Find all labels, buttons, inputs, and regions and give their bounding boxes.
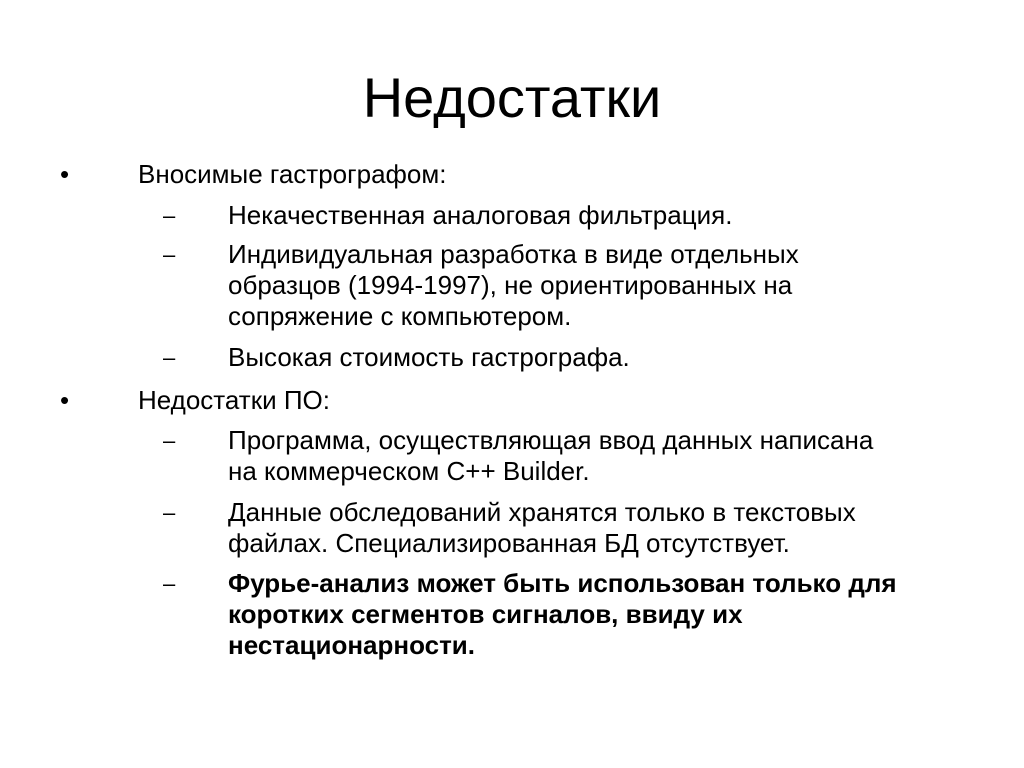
- sub-item-text: [228, 239, 988, 332]
- sub-item-line: нестационарности.: [228, 630, 476, 660]
- sub-item-text: [228, 200, 988, 231]
- dash-marker: –: [163, 345, 176, 370]
- sub-item-line: Данные обследований хранятся только в текстовых: [228, 497, 856, 527]
- sub-item-line: коротких сегментов сигналов, ввиду их: [228, 599, 743, 629]
- section-heading: Недостатки ПО:: [138, 385, 330, 415]
- dash-marker: –: [163, 428, 176, 453]
- bullet-marker: •: [60, 385, 70, 415]
- dash-marker: –: [163, 500, 176, 525]
- section-heading: Вносимые гастрографом:: [138, 159, 447, 189]
- sub-item-line: Программа, осуществляющая ввод данных написана: [228, 425, 874, 455]
- sub-item-line: Фурье-анализ может быть использован только для: [228, 568, 897, 598]
- bullet-marker: •: [60, 159, 70, 189]
- sub-item-line: на коммерческом C++ Builder.: [228, 456, 590, 486]
- sub-item-text: [228, 342, 988, 373]
- dash-marker: –: [163, 203, 176, 228]
- sub-item-text-bold: [228, 568, 988, 661]
- dash-marker: –: [163, 571, 176, 596]
- sub-item-line: Индивидуальная разработка в виде отдельных: [228, 239, 799, 269]
- sub-item-line: Некачественная аналоговая фильтрация.: [228, 200, 733, 230]
- sub-item-line: сопряжение с компьютером.: [228, 301, 572, 331]
- sub-item-line: Высокая стоимость гастрографа.: [228, 342, 630, 372]
- sub-item-line: файлах. Специализированная БД отсутствует.: [228, 528, 790, 558]
- sub-item-line: образцов (1994-1997), не ориентированных на: [228, 270, 793, 300]
- slide-title: Недостатки: [362, 66, 662, 129]
- sub-item-text: [228, 497, 988, 559]
- dash-marker: –: [163, 242, 176, 267]
- sub-item-text: [228, 425, 988, 487]
